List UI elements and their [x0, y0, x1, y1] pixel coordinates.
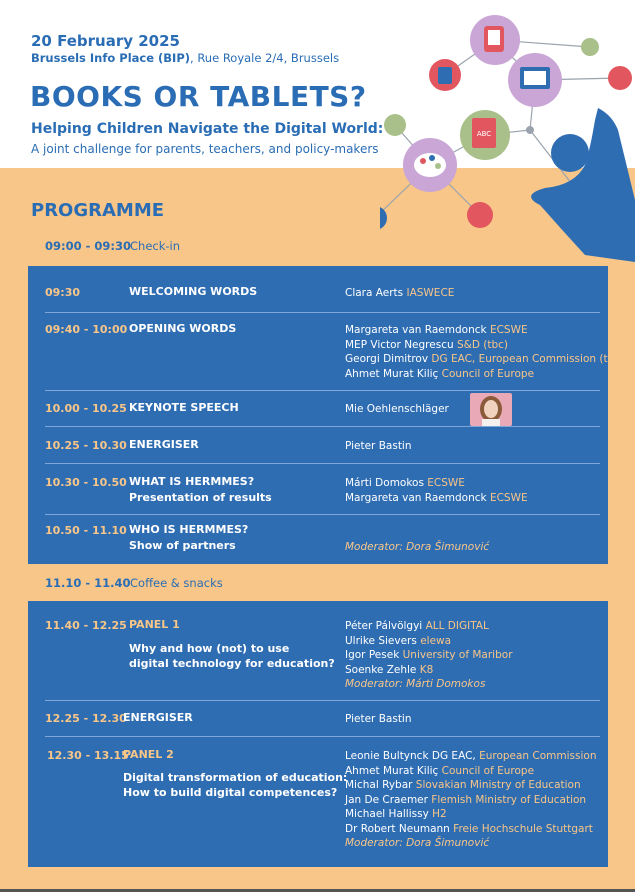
session-time: 09:40 - 10:00: [45, 323, 128, 336]
speaker-list: [345, 540, 489, 555]
page-subtitle: Helping Children Navigate the Digital World:: [31, 121, 384, 137]
page-tagline: A joint challenge for parents, teachers, and policy-makers: [31, 142, 379, 156]
speaker: Georgi Dimitrov DG EAC, European Commission (tbc): [345, 353, 625, 365]
session-title: KEYNOTE SPEECH: [129, 401, 239, 414]
session-time: 10.00 - 10.25: [45, 402, 127, 415]
session-title: OPENING WORDS: [129, 322, 237, 335]
event-venue: [31, 51, 339, 65]
session-title: ENERGISER: [123, 711, 193, 724]
session-time: 11.40 - 12.25: [45, 619, 127, 632]
speaker-list: [345, 286, 454, 301]
speaker: Ahmet Murat Kiliç Council of Europe: [345, 764, 535, 777]
session-title: WHO IS HERMMES?: [129, 523, 249, 536]
speaker-list: [345, 476, 528, 505]
session-time: 09:30: [45, 286, 81, 299]
speaker: Mie Oehlenschläger: [345, 403, 449, 415]
session-time: 12.25 - 12.30: [45, 712, 127, 725]
speaker: Dr Robert Neumann Freie Hochschule Stuttgart: [345, 822, 593, 835]
session-row: [45, 286, 600, 313]
page-title: BOOKS OR TABLETS?: [30, 80, 367, 113]
afternoon-sessions-box: [28, 601, 608, 867]
session-time: 10.30 - 10.50: [45, 476, 127, 489]
morning-sessions-box: [28, 266, 625, 564]
speaker: Jan De Craemer Flemish Ministry of Education: [345, 793, 587, 806]
session-row: [45, 402, 600, 427]
session-row: [45, 524, 600, 554]
speaker: Igor Pesek University of Maribor: [345, 649, 513, 661]
speaker: Margareta van Raemdonck ECSWE: [345, 491, 528, 504]
header-illustration: [380, 0, 635, 262]
speaker: Michael Hallissy H2: [345, 808, 447, 820]
speaker-list: [345, 402, 449, 417]
speaker-photo: [470, 393, 512, 426]
svg-text:ABC: ABC: [476, 130, 492, 138]
coffee-time: 11.10 - 11.40: [45, 576, 131, 590]
session-time: 10.25 - 10.30: [45, 439, 127, 452]
moderator: Moderator: Márti Domokos: [345, 678, 486, 690]
session-row: [45, 476, 600, 515]
session-time: 10.50 - 11.10: [45, 524, 127, 537]
session-row: [45, 712, 600, 737]
programme-heading: PROGRAMME: [31, 200, 165, 221]
session-title: WHAT IS HERMMES?: [129, 475, 255, 488]
session-subtitle: Presentation of results: [129, 491, 272, 504]
moderator: Moderator: Dora Šimunović: [345, 837, 490, 849]
session-title: ENERGISER: [129, 438, 199, 451]
speaker: Michal Rybar Slovakian Ministry of Education: [345, 779, 581, 791]
panel-label: PANEL 2: [123, 748, 174, 761]
panel-question-line1: Why and how (not) to use: [129, 642, 290, 655]
speaker-list: [345, 619, 513, 692]
speaker: Margareta van Raemdonck ECSWE: [345, 324, 528, 336]
venue-address: , Rue Royale 2/4, Brussels: [190, 51, 340, 65]
checkin-label: Check-in: [130, 239, 181, 253]
session-time: 12.30 - 13.15: [47, 749, 129, 762]
speaker-list: [345, 323, 624, 381]
blue-figure: [531, 108, 635, 262]
venue-name: Brussels Info Place (BIP): [31, 51, 191, 65]
speaker: Pieter Bastin: [345, 713, 412, 725]
speaker-list: [345, 749, 597, 851]
panel-row: [45, 619, 600, 701]
speaker: Pieter Bastin: [345, 440, 412, 452]
panel-question-line2: digital technology for education?: [129, 657, 335, 670]
speaker-list: [345, 712, 412, 727]
speaker-list: [345, 439, 412, 454]
panel-question-line1: Digital transformation of education:: [123, 771, 348, 784]
session-title: WELCOMING WORDS: [129, 285, 258, 298]
speaker: Ahmet Murat Kiliç Council of Europe: [345, 367, 535, 380]
speaker: Ulrike Sievers elewa: [345, 634, 452, 647]
session-row: [45, 322, 625, 391]
speaker: Soenke Zehle K8: [345, 663, 434, 676]
speaker: Leonie Bultynck DG EAC, European Commission: [345, 750, 597, 762]
speaker: Péter Pálvölgyi ALL DIGITAL: [345, 620, 489, 632]
session-subtitle: Show of partners: [129, 539, 236, 552]
panel-question-line2: How to build digital competences?: [123, 786, 338, 799]
event-date: 20 February 2025: [31, 32, 180, 50]
speaker: Márti Domokos ECSWE: [345, 477, 465, 489]
moderator: Moderator: Dora Šimunović: [345, 541, 490, 553]
panel-label: PANEL 1: [129, 618, 180, 631]
session-row: [45, 439, 600, 464]
speaker: MEP Victor Negrescu S&D (tbc): [345, 338, 508, 351]
panel-row: [47, 749, 602, 854]
coffee-label: Coffee & snacks: [130, 576, 223, 590]
speaker: Clara Aerts IASWECE: [345, 287, 455, 299]
checkin-time: 09:00 - 09:30: [45, 239, 131, 253]
